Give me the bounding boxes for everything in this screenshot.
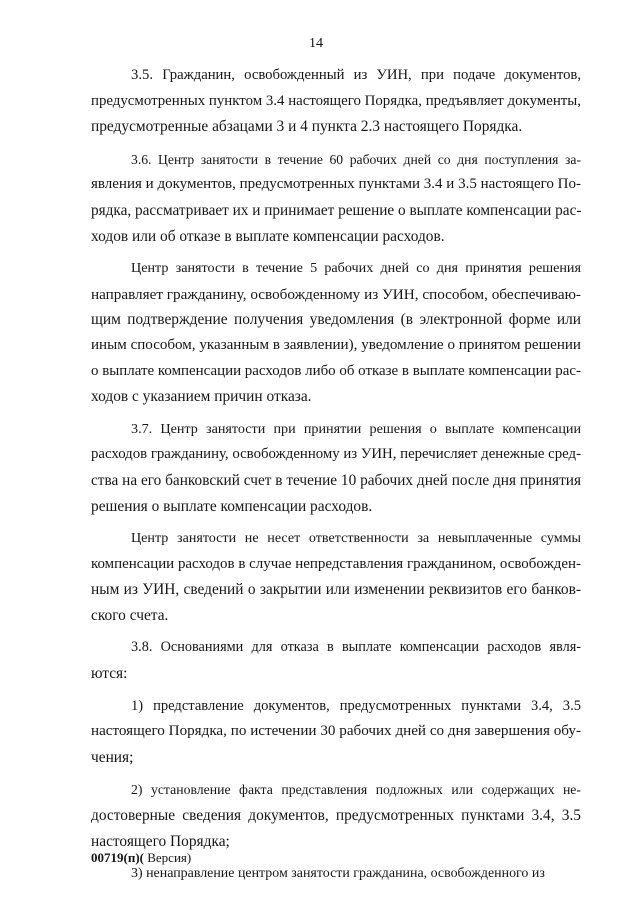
text-line: явления и документов, предусмотренных пунктами 3.4 и 3.5 настоящего По- [91,176,581,193]
paragraph [91,777,581,854]
paragraph [91,417,581,519]
footer-version: Версия) [143,850,192,865]
paragraph [91,63,581,140]
text-line: решения о выплате компенсации расходов. [91,497,373,515]
page-number: 14 [309,36,323,51]
text-line: Центр занятости в течение 5 рабочих дней со дня принятия решения [131,260,581,277]
paragraph [91,526,581,628]
paragraph [91,694,581,771]
text-line: чения; [91,748,134,766]
footer-code: 00719(п)( [91,850,144,865]
text-line: 2) установление факта представления подложных или содержащих не- [131,782,581,798]
text-line: 3.8. Основаниями для отказа в выплате компенсации расходов явля- [131,639,581,656]
text-line: Центр занятости не несет ответственности за невыплаченные суммы [131,530,581,547]
paragraph [91,256,581,410]
text-line: 3.6. Центр занятости в течение 60 рабочих дней со дня поступления за- [131,151,581,167]
text-line: щим подтверждение получения уведомления (в электронной форме или [91,311,581,329]
document-footer [91,850,191,866]
paragraph [91,147,581,249]
text-line: компенсации расходов в случае непредставления гражданином, освобожден- [91,555,581,572]
text-line: ского счета. [91,606,169,624]
document-body [91,63,581,894]
text-line: направляет гражданину, освобожденному из УИН, способом, обеспечиваю- [91,285,581,303]
text-line: 3.7. Центр занятости при принятии решения о выплате компенсации [131,420,581,437]
text-line: ходов с указанием причин отказа. [91,388,312,406]
text-line: 3.5. Гражданин, освобожденный из УИН, при подаче документов, [131,67,581,83]
text-line: ются: [91,665,128,683]
text-line: настоящего Порядка, по истечении 30 рабочих дней со дня завершения обу- [91,723,581,740]
text-line: предусмотренные абзацами 3 и 4 пункта 2.3 настоящего Порядка. [91,118,523,136]
text-line: достоверные сведения документов, предусмотренных пунктами 3.4, 3.5 [91,807,581,825]
text-line: ходов или об отказе в выплате компенсации расходов. [91,227,445,245]
text-line: 1) представление документов, предусмотренных пунктами 3.4, 3.5 [131,697,581,714]
text-line: о выплате компенсации расходов либо об отказе в выплате компенсации рас- [91,362,581,379]
text-line: иным способом, указанным в заявлении), уведомление о принятом решении [91,336,581,353]
text-line: расходов гражданину, освобожденному из УИН, перечисляет денежные сред- [91,446,581,463]
text-line: предусмотренных пунктом 3.4 настоящего Порядка, предъявляет документы, [91,92,581,109]
text-line: рядка, рассматривает их и принимает решение о выплате компенсации рас- [91,201,582,219]
text-line: 3) ненаправление центром занятости гражданина, освобожденного из [131,866,545,882]
paragraph [91,635,581,686]
text-line: ным из УИН, сведений о закрытии или изменении реквизитов его банков- [91,581,581,599]
text-line: ства на его банковский счет в течение 10 рабочих дней после дня принятия [91,471,581,489]
text-line: настоящего Порядка; [91,832,230,850]
